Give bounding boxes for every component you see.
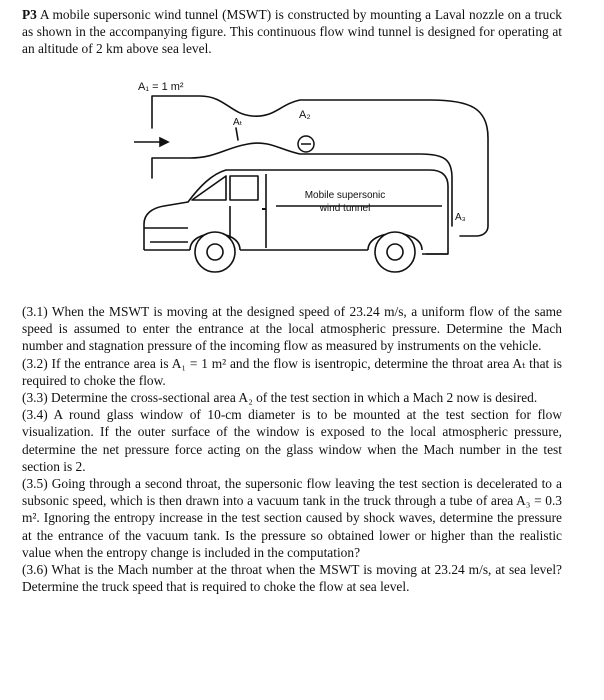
problem-id: P3 (22, 7, 37, 22)
label-a1: A₁ = 1 m² (138, 81, 184, 93)
window-icon (298, 136, 314, 152)
nozzle-upper-wall (152, 96, 488, 236)
question-number: (3.4) (22, 407, 48, 423)
question-item (22, 561, 562, 595)
van-caption-line2: wind tunnel (319, 203, 371, 214)
van-caption-line1: Mobile supersonic (304, 190, 386, 201)
question-text: A round glass window of 10-cm diameter is to be mounted at the test section for flow visualization. If the outer surface of the window is exposed to the local atmospheric pressure, determine the net pressure force acting on the glass window when the Mach number in the test section is 2. (22, 407, 562, 474)
question-text: Going through a second throat, the supersonic flow leaving the test section is decelerated to a subsonic speed, which is then drawn into a vacuum tank in the truck through a tube of area A₃ = 0.3 m². Ignoring the entropy increase in the test section caused by shock waves, determine the pressure at the entrance of the vacuum tank. Is the pressure so obtained lower or higher than the realistic value when the entropy change is included in the computation? (22, 476, 562, 560)
problem-statement (22, 6, 562, 58)
wind-tunnel-figure (130, 78, 500, 290)
question-item (22, 406, 562, 475)
label-a3: A₃ (455, 212, 466, 223)
question-number: (3.1) (22, 304, 48, 319)
label-at: Aₜ (233, 117, 243, 128)
question-item (22, 389, 562, 406)
question-text: Determine the cross-sectional area A₂ of the test section in which a Mach 2 now is desired. (47, 390, 538, 406)
question-number: (3.6) (22, 562, 48, 578)
question-number: (3.3) (22, 390, 48, 406)
question-item (22, 475, 562, 561)
question-text: What is the Mach number at the throat when the MSWT is moving at 23.24 m/s, at sea level? Determine the truck speed that is required to choke the flow at sea level. (22, 562, 562, 595)
flow-arrow-icon (160, 138, 168, 146)
question-number: (3.5) (22, 476, 48, 492)
question-item (22, 355, 562, 389)
van-diagram (130, 78, 500, 290)
label-a2: A₂ (299, 109, 311, 121)
question-number: (3.2) (22, 355, 48, 371)
problem-intro: A mobile supersonic wind tunnel (MSWT) is constructed by mounting a Laval nozzle on a truck as shown in the accompanying figure. This continuous flow wind tunnel is designed for operating at an altitude of 2 km above sea level. (22, 7, 562, 57)
truck-wheels (195, 232, 415, 272)
question-text: When the MSWT is moving at the designed speed of 23.24 m/s, a uniform flow of the same speed is assumed to enter the entrance at the local atmospheric pressure. Determine the Mach number and stagnation pressure of the incoming flow as measured by instruments on the vehicle. (22, 304, 562, 354)
nozzle-lower-wall (152, 143, 452, 226)
question-item (22, 303, 562, 355)
question-text: If the entrance area is A₁ = 1 m² and the flow is isentropic, determine the throat area Aₜ that is required to choke the flow. (22, 355, 562, 388)
question-list (22, 303, 562, 595)
